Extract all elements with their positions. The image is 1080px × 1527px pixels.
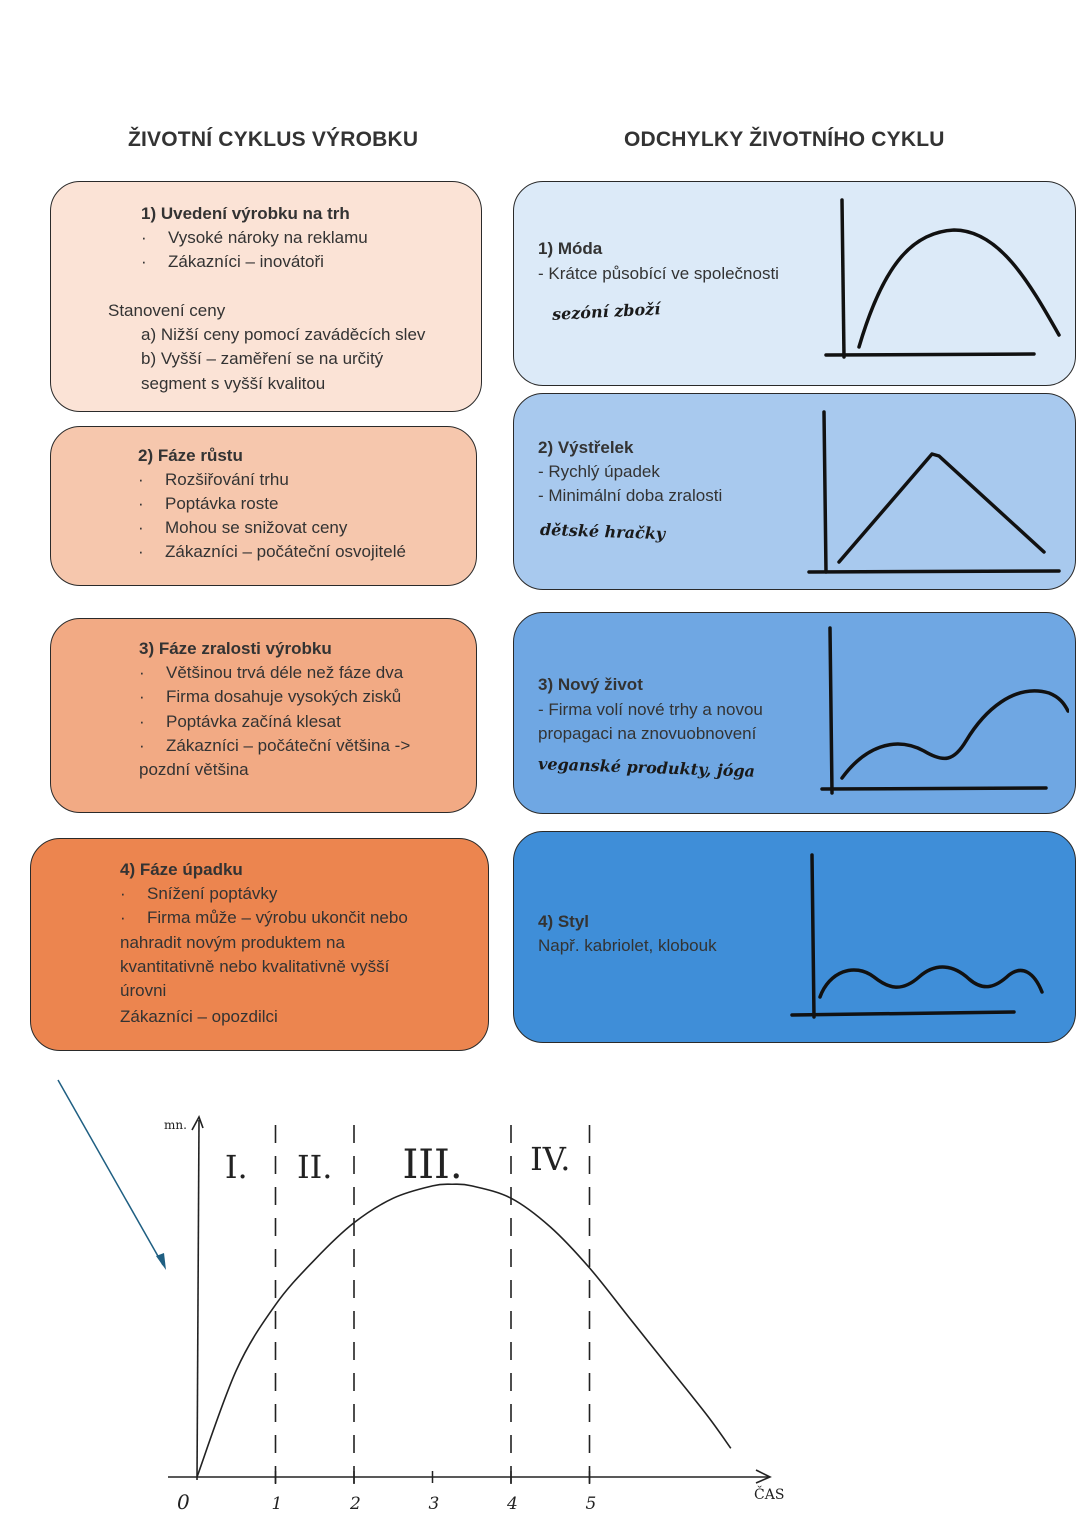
- phase-label: II.: [297, 1148, 333, 1186]
- fashion-curve-sketch: [814, 192, 1069, 367]
- deviation-2-line: - Rychlý úpadek: [538, 462, 660, 481]
- lifecycle-curve: [197, 1184, 731, 1477]
- deviation-2-note: dětské hračky: [539, 519, 666, 544]
- deviation-2-box: [513, 393, 1076, 590]
- x-tick-label: 3: [428, 1494, 440, 1514]
- phase-3-bullet: · Poptávka začíná klesat: [139, 712, 341, 731]
- phase-4-line: nahradit novým produktem na: [120, 933, 345, 952]
- deviation-1-line: - Krátce působící ve společnosti: [538, 264, 779, 283]
- phase-1-title: 1) Uvedení výrobku na trh: [141, 204, 350, 223]
- phase-1-box: [50, 181, 482, 412]
- x-axis-label: ČAS: [754, 1487, 785, 1503]
- y-axis-arrow: [192, 1117, 203, 1130]
- phase-4-line: kvantitativně nebo kvalitativně vyšší: [120, 957, 390, 976]
- new-life-curve-sketch: [814, 623, 1069, 803]
- phase-3-bullet: · Zákazníci – počáteční většina ->: [139, 736, 411, 755]
- phase-label: IV.: [530, 1140, 571, 1178]
- x-tick-label: 0: [177, 1490, 190, 1514]
- x-tick-label: 2: [350, 1494, 361, 1514]
- phase-4-bullet: · Snížení poptávky: [120, 884, 278, 903]
- phase-label: III.: [402, 1142, 463, 1188]
- phase-2-bullet: · Poptávka roste: [138, 494, 279, 513]
- fad-curve-sketch: [804, 404, 1069, 579]
- phase-4-line: Zákazníci – opozdilci: [120, 1007, 278, 1026]
- phase-1-bullet: · Vysoké nároky na reklamu: [141, 228, 368, 247]
- product-lifecycle-chart: [0, 1070, 1080, 1527]
- deviation-3-note: veganské produkty, jóga: [537, 754, 756, 781]
- phase-3-title: 3) Fáze zralosti výrobku: [139, 639, 332, 658]
- phase-2-bullet: · Rozšiřování trhu: [138, 470, 289, 489]
- style-curve-sketch: [784, 847, 1059, 1027]
- x-tick-label: 5: [585, 1494, 597, 1514]
- deviation-1-box: [513, 181, 1076, 386]
- deviation-2-line: - Minimální doba zralosti: [538, 486, 723, 505]
- phase-2-title: 2) Fáze růstu: [138, 446, 243, 465]
- phase-3-bullet: · Většinou trvá déle než fáze dva: [139, 663, 404, 682]
- pricing-option-a: a) Nižší ceny pomocí zaváděcích slev: [141, 325, 426, 344]
- deviation-3-box: [513, 612, 1076, 814]
- deviation-1-note: sezóní zboží: [551, 299, 661, 324]
- pricing-option-b-cont: segment s vyšší kvalitou: [141, 374, 326, 393]
- deviation-3-line: - Firma volí nové trhy a novou: [538, 700, 763, 719]
- y-axis-label: mn.: [164, 1118, 187, 1132]
- deviation-4-line: Např. kabriolet, klobouk: [538, 936, 717, 955]
- deviation-2-title: 2) Výstřelek: [538, 438, 634, 457]
- phase-4-box: [30, 838, 489, 1051]
- phase-2-bullet: · Zákazníci – počáteční osvojitelé: [138, 542, 406, 561]
- pointer-arrow-head: [156, 1253, 166, 1270]
- deviation-3-line: propagaci na znovuobnovení: [538, 724, 757, 743]
- y-axis: [197, 1120, 199, 1480]
- deviation-1-title: 1) Móda: [538, 239, 603, 258]
- phase-3-continuation: pozdní většina: [139, 760, 249, 779]
- phase-2-box: [50, 426, 477, 586]
- phase-1-bullet: · Zákazníci – inovátoři: [141, 252, 324, 271]
- phase-label: I.: [224, 1148, 248, 1186]
- deviation-4-box: [513, 831, 1076, 1043]
- phase-4-bullet: · Firma může – výrobu ukončit nebo: [120, 908, 408, 927]
- phase-3-bullet: · Firma dosahuje vysokých zisků: [139, 687, 402, 706]
- phase-3-box: [50, 618, 477, 813]
- pointer-arrow-line: [58, 1080, 163, 1265]
- phase-4-title: 4) Fáze úpadku: [120, 860, 243, 879]
- right-heading: ODCHYLKY ŽIVOTNÍHO CYKLU: [624, 128, 945, 151]
- deviation-4-title: 4) Styl: [538, 912, 590, 931]
- x-tick-label: 1: [271, 1494, 283, 1514]
- phase-4-line: úrovni: [120, 981, 167, 1000]
- left-heading: ŽIVOTNÍ CYKLUS VÝROBKU: [128, 128, 419, 151]
- x-tick-label: 4: [507, 1494, 518, 1514]
- pricing-option-b: b) Vyšší – zaměření se na určitý: [141, 349, 384, 368]
- deviation-3-title: 3) Nový život: [538, 675, 643, 694]
- phase-2-bullet: · Mohou se snižovat ceny: [138, 518, 348, 537]
- pricing-title: Stanovení ceny: [108, 301, 226, 320]
